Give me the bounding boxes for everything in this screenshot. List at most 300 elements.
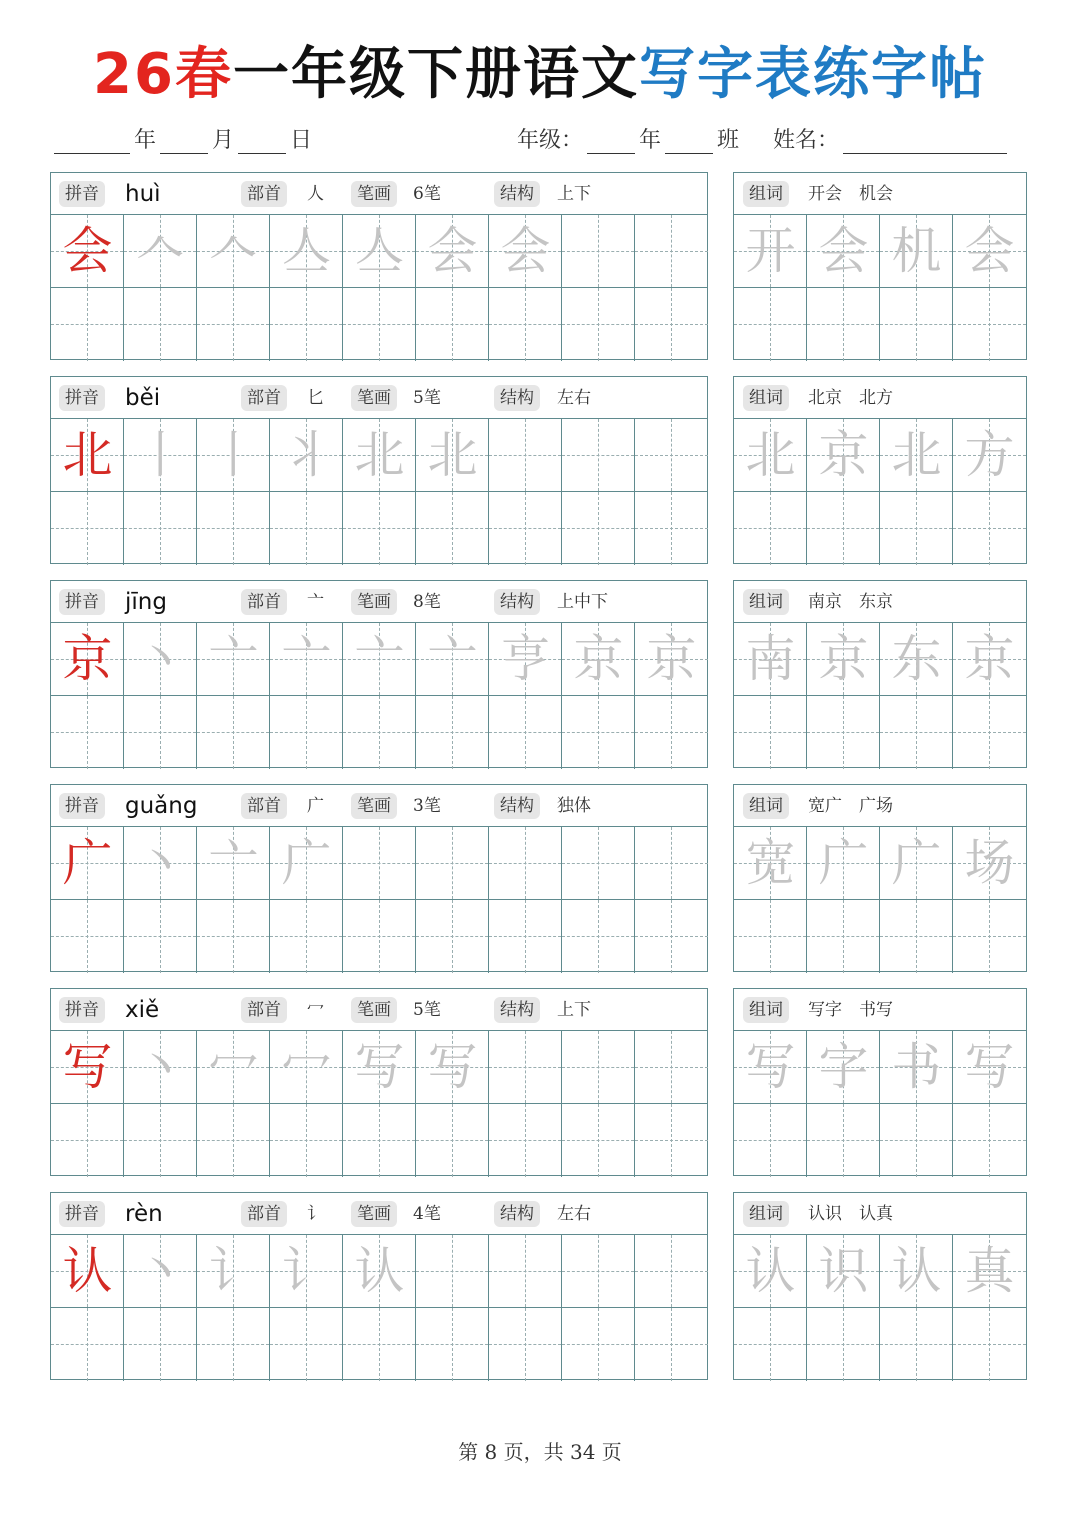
guide-line <box>51 324 123 325</box>
pinyin-tag: 拼音 <box>59 1201 105 1227</box>
stroke-order-trace: 亼 <box>281 222 332 280</box>
word-practice-box <box>733 784 1027 972</box>
writing-cell[interactable] <box>270 827 343 900</box>
stroke-order-trace: 讠 <box>208 1242 259 1300</box>
word-trace-character: 会 <box>964 222 1015 280</box>
writing-cell[interactable] <box>270 900 343 973</box>
writing-cell[interactable] <box>416 1308 489 1381</box>
structure-value: 左右 <box>557 388 591 408</box>
writing-cell[interactable] <box>953 1104 1026 1177</box>
writing-cell[interactable] <box>807 900 880 973</box>
writing-cell[interactable] <box>124 419 197 492</box>
guide-line <box>734 324 806 325</box>
writing-cell[interactable] <box>807 288 880 361</box>
word-trace-character: 真 <box>964 1242 1015 1300</box>
words-value: 宽广 广场 <box>808 796 893 816</box>
word-trace-character: 广 <box>818 834 869 892</box>
stroke-order-trace: 亠 <box>208 630 259 688</box>
model-character: 写 <box>62 1038 113 1096</box>
structure-tag: 结构 <box>494 385 540 411</box>
writing-cell[interactable] <box>807 827 880 900</box>
writing-cell[interactable] <box>880 215 953 288</box>
guide-line <box>270 528 342 529</box>
year-blank[interactable] <box>54 127 130 154</box>
writing-cell[interactable] <box>197 492 270 565</box>
name-label: 姓名： <box>773 128 840 153</box>
guide-line <box>880 324 952 325</box>
writing-cell[interactable] <box>270 1031 343 1104</box>
writing-cell[interactable] <box>270 1308 343 1381</box>
writing-cell[interactable] <box>807 1104 880 1177</box>
writing-cell[interactable] <box>51 696 124 769</box>
guide-line <box>197 1344 269 1345</box>
strokes-tag: 笔画 <box>351 997 397 1023</box>
word-trace-character: 认 <box>891 1242 942 1300</box>
writing-cell[interactable] <box>880 1104 953 1177</box>
guide-line <box>197 732 269 733</box>
strokes-tag: 笔画 <box>351 385 397 411</box>
writing-cell[interactable] <box>807 419 880 492</box>
writing-cell[interactable] <box>562 900 635 973</box>
writing-cell[interactable] <box>124 215 197 288</box>
structure-tag: 结构 <box>494 997 540 1023</box>
writing-cell[interactable] <box>635 1308 708 1381</box>
writing-cell[interactable] <box>197 623 270 696</box>
writing-cell[interactable] <box>562 419 635 492</box>
stroke-order-trace: 讠 <box>281 1242 332 1300</box>
stroke-order-trace: 冖 <box>208 1038 259 1096</box>
radical-tag: 部首 <box>241 793 287 819</box>
day-blank[interactable] <box>238 127 286 154</box>
writing-cell[interactable] <box>953 1308 1026 1381</box>
word-trace-character: 京 <box>964 630 1015 688</box>
word-trace-character: 京 <box>818 630 869 688</box>
stroke-order-trace: 亠 <box>427 630 478 688</box>
guide-line <box>489 936 561 937</box>
guide-line <box>489 528 561 529</box>
words-tag: 组词 <box>743 589 789 615</box>
writing-cell[interactable] <box>124 288 197 361</box>
writing-cell[interactable] <box>880 1308 953 1381</box>
strokes-tag: 笔画 <box>351 793 397 819</box>
writing-cell[interactable] <box>953 900 1026 973</box>
char-practice-box <box>50 580 708 768</box>
writing-cell[interactable] <box>343 215 416 288</box>
char-info-bar <box>51 377 707 419</box>
writing-cell[interactable] <box>416 419 489 492</box>
guide-line <box>416 1344 488 1345</box>
writing-cell[interactable] <box>197 288 270 361</box>
writing-cell[interactable] <box>51 827 124 900</box>
writing-cell[interactable] <box>953 827 1026 900</box>
writing-cell[interactable] <box>343 1235 416 1308</box>
writing-cell[interactable] <box>953 288 1026 361</box>
writing-cell[interactable] <box>270 288 343 361</box>
writing-cell[interactable] <box>197 1104 270 1177</box>
name-blank[interactable] <box>843 127 1007 154</box>
structure-value: 上下 <box>557 1000 591 1020</box>
writing-cell[interactable] <box>343 1031 416 1104</box>
writing-cell[interactable] <box>807 492 880 565</box>
writing-cell[interactable] <box>562 623 635 696</box>
writing-cell[interactable] <box>197 1031 270 1104</box>
writing-cell[interactable] <box>343 696 416 769</box>
writing-cell[interactable] <box>880 623 953 696</box>
guide-line <box>635 863 708 864</box>
writing-cell[interactable] <box>734 1235 807 1308</box>
structure-tag: 结构 <box>494 1201 540 1227</box>
word-practice-box <box>733 1192 1027 1380</box>
writing-cell[interactable] <box>880 1031 953 1104</box>
writing-cell[interactable] <box>416 1235 489 1308</box>
writing-cell[interactable] <box>51 288 124 361</box>
writing-cell[interactable] <box>880 419 953 492</box>
word-trace-character: 东 <box>891 630 942 688</box>
writing-cell[interactable] <box>734 1031 807 1104</box>
title-grade: 一年级下册语文 <box>232 42 639 107</box>
writing-cell[interactable] <box>562 1104 635 1177</box>
writing-cell[interactable] <box>197 1235 270 1308</box>
guide-line <box>953 936 1026 937</box>
words-tag: 组词 <box>743 181 789 207</box>
month-label: 月 <box>212 128 235 153</box>
writing-cell[interactable] <box>489 1031 562 1104</box>
guide-line <box>880 1140 952 1141</box>
writing-cell[interactable] <box>635 1031 708 1104</box>
grade-blank[interactable] <box>587 127 635 154</box>
guide-line <box>953 732 1026 733</box>
writing-cell[interactable] <box>270 215 343 288</box>
writing-cell[interactable] <box>489 1104 562 1177</box>
guide-line <box>562 324 634 325</box>
guide-line <box>880 732 952 733</box>
word-trace-character: 字 <box>818 1038 869 1096</box>
char-info-bar <box>51 989 707 1031</box>
writing-cell[interactable] <box>734 623 807 696</box>
writing-cell[interactable] <box>807 1235 880 1308</box>
writing-cell[interactable] <box>807 623 880 696</box>
writing-cell[interactable] <box>51 492 124 565</box>
words-value: 南京 东京 <box>808 592 893 612</box>
writing-cell[interactable] <box>635 1235 708 1308</box>
writing-cell[interactable] <box>270 696 343 769</box>
guide-line <box>880 528 952 529</box>
writing-cell[interactable] <box>953 419 1026 492</box>
writing-cell[interactable] <box>734 288 807 361</box>
guide-line <box>953 528 1026 529</box>
writing-cell[interactable] <box>880 492 953 565</box>
char-block <box>0 988 1080 1178</box>
writing-cell[interactable] <box>197 900 270 973</box>
writing-cell[interactable] <box>124 1104 197 1177</box>
guide-line <box>489 1067 561 1068</box>
writing-cell[interactable] <box>953 1235 1026 1308</box>
writing-cell[interactable] <box>197 215 270 288</box>
guide-line <box>635 1271 708 1272</box>
writing-cell[interactable] <box>635 900 708 973</box>
writing-cell[interactable] <box>270 492 343 565</box>
writing-cell[interactable] <box>197 419 270 492</box>
writing-cell[interactable] <box>51 215 124 288</box>
writing-cell[interactable] <box>51 623 124 696</box>
writing-cell[interactable] <box>416 215 489 288</box>
writing-cell[interactable] <box>734 492 807 565</box>
strokes-value: 3笔 <box>413 796 441 816</box>
stroke-order-trace: 广 <box>281 834 332 892</box>
writing-cell[interactable] <box>270 1104 343 1177</box>
writing-cell[interactable] <box>343 1104 416 1177</box>
writing-cell[interactable] <box>124 827 197 900</box>
stroke-order-trace: 亠 <box>281 630 332 688</box>
word-trace-character: 方 <box>964 426 1015 484</box>
guide-line <box>343 863 415 864</box>
writing-cell[interactable] <box>489 1235 562 1308</box>
writing-cell[interactable] <box>51 1104 124 1177</box>
guide-line <box>124 732 196 733</box>
char-info-bar <box>51 1193 707 1235</box>
guide-line <box>807 936 879 937</box>
guide-line <box>197 324 269 325</box>
writing-cell[interactable] <box>734 215 807 288</box>
char-info-bar <box>51 785 707 827</box>
guide-line <box>635 324 708 325</box>
guide-line <box>489 732 561 733</box>
stroke-order-trace: 京 <box>573 630 624 688</box>
guide-line <box>197 1140 269 1141</box>
writing-cell[interactable] <box>489 900 562 973</box>
writing-cell[interactable] <box>880 696 953 769</box>
guide-line <box>635 1140 708 1141</box>
writing-cell[interactable] <box>562 827 635 900</box>
char-block <box>0 376 1080 566</box>
guide-line <box>734 1140 806 1141</box>
writing-cell[interactable] <box>343 623 416 696</box>
writing-cell[interactable] <box>562 1031 635 1104</box>
writing-cell[interactable] <box>807 1308 880 1381</box>
writing-cell[interactable] <box>734 1104 807 1177</box>
writing-cell[interactable] <box>51 1308 124 1381</box>
stroke-order-trace: 丶 <box>135 1038 186 1096</box>
writing-cell[interactable] <box>416 623 489 696</box>
writing-cell[interactable] <box>343 900 416 973</box>
guide-line <box>562 1344 634 1345</box>
writing-cell[interactable] <box>51 419 124 492</box>
writing-cell[interactable] <box>270 623 343 696</box>
stroke-order-trace: 会 <box>427 222 478 280</box>
writing-cell[interactable] <box>807 215 880 288</box>
pinyin-value: běi <box>125 385 161 411</box>
words-value: 写字 书写 <box>808 1000 893 1020</box>
words-value: 认识 认真 <box>808 1204 893 1224</box>
writing-cell[interactable] <box>562 1308 635 1381</box>
radical-tag: 部首 <box>241 589 287 615</box>
writing-cell[interactable] <box>635 696 708 769</box>
guide-line <box>635 936 708 937</box>
month-blank[interactable] <box>160 127 208 154</box>
writing-cell[interactable] <box>562 492 635 565</box>
class-blank[interactable] <box>665 127 713 154</box>
writing-cell[interactable] <box>124 900 197 973</box>
writing-cell[interactable] <box>51 1235 124 1308</box>
strokes-value: 5笔 <box>413 388 441 408</box>
guide-line <box>807 324 879 325</box>
writing-cell[interactable] <box>562 696 635 769</box>
guide-line <box>489 455 561 456</box>
word-info-bar <box>734 581 1026 623</box>
writing-cell[interactable] <box>124 1235 197 1308</box>
structure-tag: 结构 <box>494 589 540 615</box>
writing-cell[interactable] <box>635 419 708 492</box>
guide-line <box>880 1344 952 1345</box>
guide-line <box>734 1344 806 1345</box>
writing-cell[interactable] <box>489 215 562 288</box>
words-value: 开会 机会 <box>808 184 893 204</box>
writing-cell[interactable] <box>734 696 807 769</box>
writing-cell[interactable] <box>416 288 489 361</box>
title-subject: 写字表练字帖 <box>638 42 987 107</box>
student-fields <box>515 120 1009 154</box>
word-trace-character: 南 <box>745 630 796 688</box>
stroke-order-trace: 丶 <box>135 834 186 892</box>
writing-cell[interactable] <box>343 419 416 492</box>
writing-cell[interactable] <box>489 419 562 492</box>
pinyin-tag: 拼音 <box>59 793 105 819</box>
writing-cell[interactable] <box>51 1031 124 1104</box>
writing-cell[interactable] <box>416 900 489 973</box>
guide-line <box>197 936 269 937</box>
pinyin-value: guǎng <box>125 793 198 819</box>
guide-line <box>562 936 634 937</box>
writing-cell[interactable] <box>343 827 416 900</box>
char-block <box>0 1192 1080 1382</box>
words-tag: 组词 <box>743 385 789 411</box>
word-trace-character: 书 <box>891 1038 942 1096</box>
writing-cell[interactable] <box>416 1104 489 1177</box>
writing-cell[interactable] <box>807 1031 880 1104</box>
guide-line <box>635 528 708 529</box>
writing-cell[interactable] <box>343 492 416 565</box>
writing-cell[interactable] <box>124 1308 197 1381</box>
guide-line <box>197 528 269 529</box>
writing-cell[interactable] <box>416 827 489 900</box>
writing-cell[interactable] <box>489 827 562 900</box>
writing-cell[interactable] <box>953 492 1026 565</box>
guide-line <box>343 732 415 733</box>
writing-cell[interactable] <box>489 623 562 696</box>
guide-line <box>562 1067 634 1068</box>
writing-cell[interactable] <box>270 419 343 492</box>
char-info-bar <box>51 581 707 623</box>
model-character: 北 <box>62 426 113 484</box>
writing-cell[interactable] <box>124 492 197 565</box>
writing-cell[interactable] <box>197 1308 270 1381</box>
writing-cell[interactable] <box>635 215 708 288</box>
guide-line <box>124 324 196 325</box>
writing-cell[interactable] <box>635 492 708 565</box>
writing-cell[interactable] <box>416 1031 489 1104</box>
guide-line <box>124 528 196 529</box>
writing-cell[interactable] <box>953 1031 1026 1104</box>
writing-cell[interactable] <box>416 492 489 565</box>
writing-cell[interactable] <box>953 696 1026 769</box>
stroke-order-trace: 写 <box>427 1038 478 1096</box>
date-fields <box>52 120 314 154</box>
guide-line <box>562 863 634 864</box>
writing-cell[interactable] <box>807 696 880 769</box>
stroke-order-trace: 亼 <box>354 222 405 280</box>
writing-cell[interactable] <box>489 288 562 361</box>
stroke-order-trace: 亠 <box>354 630 405 688</box>
pinyin-tag: 拼音 <box>59 181 105 207</box>
writing-cell[interactable] <box>734 827 807 900</box>
word-trace-character: 京 <box>818 426 869 484</box>
writing-cell[interactable] <box>635 1104 708 1177</box>
word-practice-box <box>733 580 1027 768</box>
stroke-order-trace: 𠆢 <box>135 222 186 280</box>
writing-cell[interactable] <box>562 288 635 361</box>
word-trace-character: 北 <box>891 426 942 484</box>
stroke-order-trace: 会 <box>500 222 551 280</box>
writing-cell[interactable] <box>416 696 489 769</box>
radical-value: 匕 <box>307 388 324 408</box>
writing-cell[interactable] <box>635 288 708 361</box>
writing-cell[interactable] <box>270 1235 343 1308</box>
writing-cell[interactable] <box>489 696 562 769</box>
writing-cell[interactable] <box>562 1235 635 1308</box>
writing-cell[interactable] <box>197 827 270 900</box>
words-tag: 组词 <box>743 1201 789 1227</box>
guide-line <box>416 324 488 325</box>
word-info-bar <box>734 785 1026 827</box>
writing-cell[interactable] <box>880 1235 953 1308</box>
writing-cell[interactable] <box>124 623 197 696</box>
writing-cell[interactable] <box>489 492 562 565</box>
writing-cell[interactable] <box>489 1308 562 1381</box>
writing-cell[interactable] <box>124 696 197 769</box>
writing-cell[interactable] <box>197 696 270 769</box>
writing-cell[interactable] <box>635 623 708 696</box>
char-practice-box <box>50 988 708 1176</box>
strokes-value: 5笔 <box>413 1000 441 1020</box>
char-practice-box <box>50 784 708 972</box>
writing-cell[interactable] <box>880 900 953 973</box>
writing-cell[interactable] <box>953 215 1026 288</box>
guide-line <box>270 324 342 325</box>
writing-cell[interactable] <box>635 827 708 900</box>
stroke-order-trace: 京 <box>646 630 697 688</box>
writing-cell[interactable] <box>124 1031 197 1104</box>
writing-cell[interactable] <box>734 900 807 973</box>
structure-value: 上中下 <box>557 592 608 612</box>
writing-cell[interactable] <box>51 900 124 973</box>
writing-cell[interactable] <box>343 1308 416 1381</box>
guide-line <box>489 1271 561 1272</box>
writing-cell[interactable] <box>734 419 807 492</box>
writing-cell[interactable] <box>343 288 416 361</box>
writing-cell[interactable] <box>734 1308 807 1381</box>
char-practice-box <box>50 172 708 360</box>
stroke-order-trace: 写 <box>354 1038 405 1096</box>
stroke-order-trace: 北 <box>354 426 405 484</box>
guide-line <box>635 732 708 733</box>
guide-line <box>562 251 634 252</box>
writing-cell[interactable] <box>880 288 953 361</box>
writing-cell[interactable] <box>880 827 953 900</box>
title-year: 26春 <box>93 42 233 107</box>
writing-cell[interactable] <box>562 215 635 288</box>
writing-cell[interactable] <box>953 623 1026 696</box>
stroke-order-trace: 北 <box>427 426 478 484</box>
